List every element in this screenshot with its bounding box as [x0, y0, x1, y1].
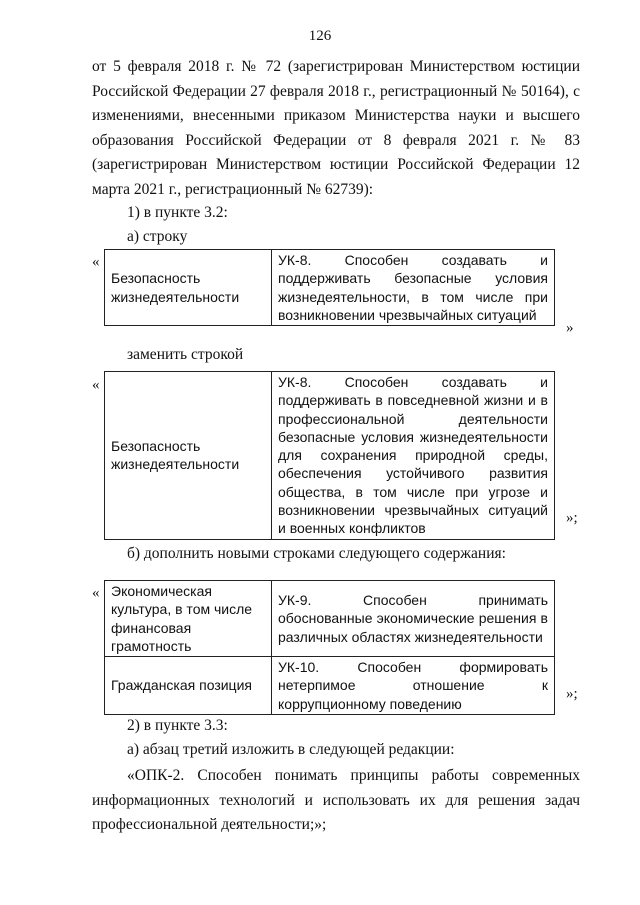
open-quote-2: « — [92, 377, 100, 393]
discipline-cell: Экономическая культура, в том числе финансовая грамотность — [105, 581, 272, 657]
table-new-row — [104, 371, 555, 540]
item-1a-text: а) строку — [127, 228, 188, 245]
table-row — [105, 657, 555, 715]
discipline-cell: Безопасность жизнедеятельности — [105, 372, 272, 540]
discipline-cell: Безопасность жизнедеятельности — [105, 250, 272, 326]
discipline-cell: Гражданская позиция — [105, 657, 272, 715]
page-number: 126 — [308, 28, 332, 44]
replace-with-text: заменить строкой — [127, 346, 244, 363]
close-quote-3: »; — [566, 686, 578, 702]
open-quote-3: « — [92, 585, 100, 601]
item-1-heading: 1) в пункте 3.2: — [127, 204, 228, 221]
table-row — [105, 581, 555, 657]
competence-cell: УК-8. Способен создавать и поддерживать безопасные условия жизнедеятельности, в том числе при возникновении чрезвычайных ситуаций — [272, 250, 555, 326]
close-quote-2: »; — [566, 510, 578, 526]
item-1b-text: б) дополнить новыми строками следующего содержания: — [127, 545, 506, 562]
item-2a-text: а) абзац третий изложить в следующей редакции: — [127, 741, 455, 758]
competence-cell: УК-8. Способен создавать и поддерживать в повседневной жизни и в профессиональной деятельности безопасные условия жизнедеятельности для сохранения природной среды, обеспечения устойчивого развития общества, в том числе при угрозе и возникновении чрезвычайных ситуаций и военных конфликтов — [272, 372, 555, 540]
intro-paragraph: от 5 февраля 2018 г. № 72 (зарегистрирован Министерством юстиции Российской Федерации 27 февраля 2018 г., регистрационный № 50164), с изменениями, внесенными приказом Министерства науки и высшего образования Российской Федерации от 8 февраля 2021 г. № 83 (зарегистрирован Министерством юстиции Российской Федерации 12 марта 2021 г., регистрационный № 62739): — [92, 58, 580, 198]
competence-cell: УК-9. Способен принимать обоснованные экономические решения в различных областях жизнедеятельности — [272, 581, 555, 657]
close-quote-1: » — [566, 320, 574, 336]
competence-cell: УК-10. Способен формировать нетерпимое отношение к коррупционному поведению — [272, 657, 555, 715]
open-quote-1: « — [92, 254, 100, 270]
table-row — [105, 372, 555, 540]
table-added-rows — [104, 580, 555, 715]
table-old-row — [104, 249, 555, 326]
item-2-heading: 2) в пункте 3.3: — [127, 717, 228, 734]
final-paragraph: «ОПК-2. Способен понимать принципы работы современных информационных технологий и использовать их для решения задач профессиональной деятельности;»; — [92, 767, 580, 833]
table-row — [105, 250, 555, 326]
